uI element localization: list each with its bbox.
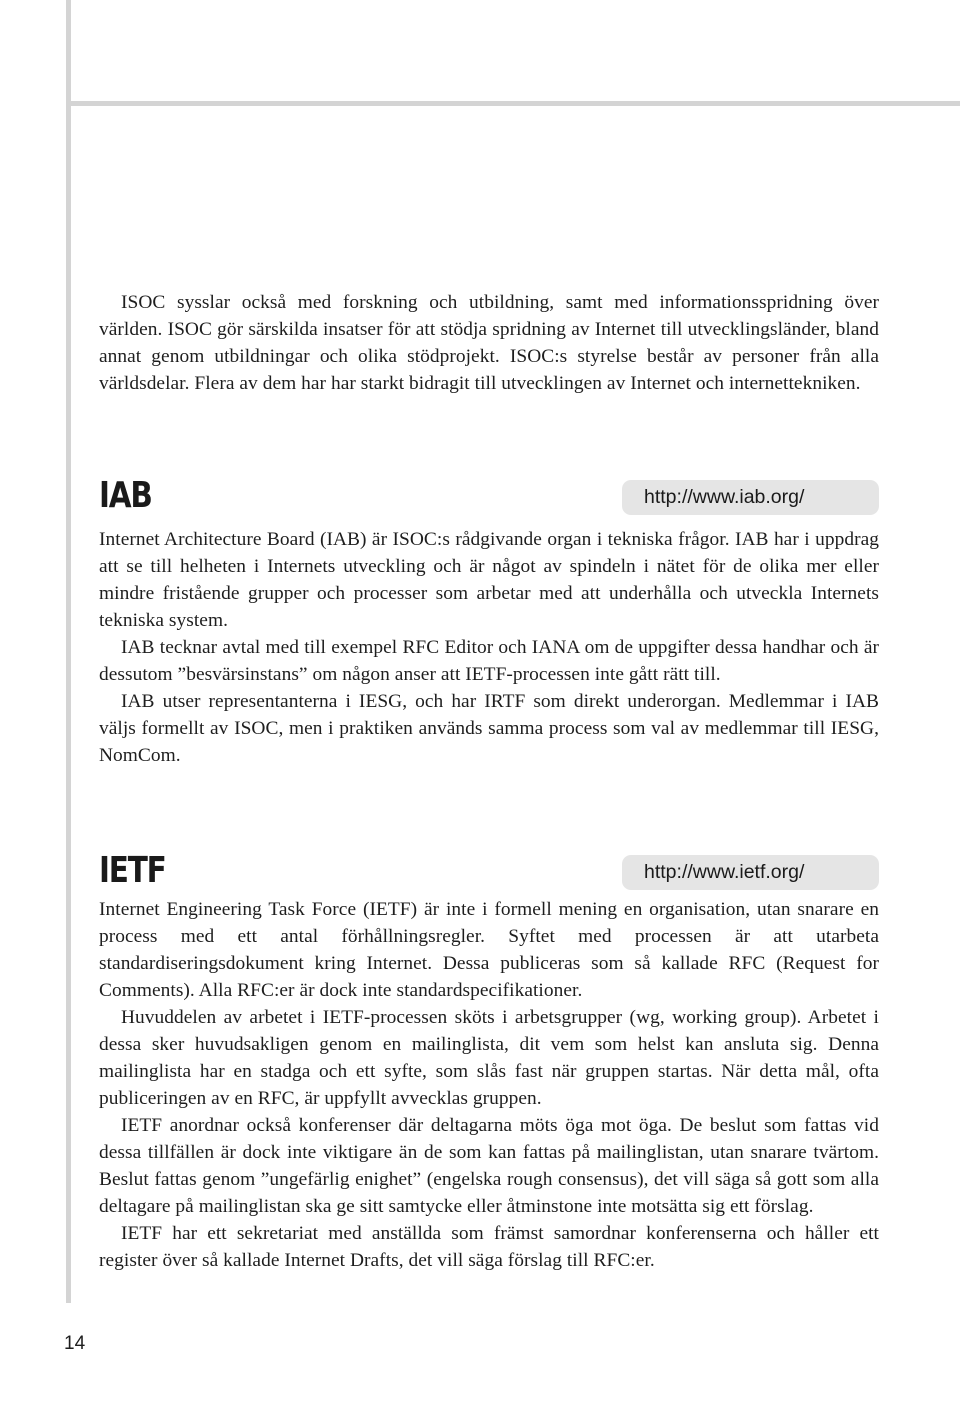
page-top-rule [71,101,960,106]
iab-body [99,526,879,769]
ietf-url-link[interactable]: http://www.ietf.org/ [622,855,879,890]
ietf-paragraph-4: IETF har ett sekretariat med anställda som främst samordnar konferenserna och håller ett register över så kallade Internet Drafts, det vill säga förslag till RFC:er. [99,1223,879,1271]
ietf-paragraph-2: Huvuddelen av arbetet i IETF-processen sköts i arbetsgrupper (wg, working group). Arbetet i dessa sker huvudsakligen genom en mailinglista, dit vem som helst kan ansluta sig. Denna mailinglista har en stadga och ett syfte, som slås fast när gruppen startas. När detta mål, ofta publiceringen av en RFC, är uppfyllt avvecklas gruppen. [99,1007,879,1109]
iab-url-link[interactable]: http://www.iab.org/ [622,480,879,515]
ietf-body [99,896,879,1274]
intro-paragraph: ISOC sysslar också med forskning och utbildning, samt med informationsspridning över världen. ISOC gör särskilda insatser för att stödja spridning av Internet till utvecklingsländer, bland annat genom utbildningar och olika stödprojekt. ISOC:s styrelse består av personer från alla världsdelar. Flera av dem har har starkt bidragit till utvecklingen av Internet och internettekniken. [99,292,879,394]
iab-paragraph-3: IAB utser representanterna i IESG, och har IRTF som direkt underorgan. Medlemmar i IAB väljs formellt av ISOC, men i praktiken används samma process som val av medlemmar till IESG, NomCom. [99,691,879,766]
ietf-header [99,851,879,891]
intro-section [99,289,879,397]
iab-paragraph-1: Internet Architecture Board (IAB) är ISOC:s rådgivande organ i tekniska frågor. IAB har i uppdrag att se till helheten i Internets utveckling och är något av spindeln i nätet för de olika mer eller mindre fristående grupper och processer som arbetar med att underhålla och utveckla Internets tekniska system. [99,529,879,631]
iab-title: IAB [99,475,152,516]
page-margin-bar [66,0,71,1303]
ietf-paragraph-1: Internet Engineering Task Force (IETF) är inte i formell mening en organisation, utan snarare en process med ett antal förhållningsregler. Syftet med processen är att utarbeta standardiseringsdokument kring Internet. Dessa publiceras som så kallade RFC (Request for Comments). Alla RFC:er är dock inte standardspecifikationer. [99,899,879,1001]
ietf-title: IETF [99,850,166,891]
iab-paragraph-2: IAB tecknar avtal med till exempel RFC Editor och IANA om de uppgifter dessa handhar och är dessutom ”besvärsinstans” om någon anser att IETF-processen inte gått rätt till. [99,637,879,685]
iab-header [99,476,879,516]
ietf-paragraph-3: IETF anordnar också konferenser där deltagarna möts öga mot öga. De beslut som fattas vid dessa tillfällen är dock inte viktigare än de som kan fattas på mailinglistan, utan snarare tvärtom. Beslut fattas genom ”ungefärlig enighet” (engelska rough consensus), det vill säga så gott som alla deltagare på mailinglistan ska ge sitt samtycke eller åtminstone inte motsätta sig ett förslag. [99,1115,879,1217]
page-number: 14 [64,1333,86,1354]
